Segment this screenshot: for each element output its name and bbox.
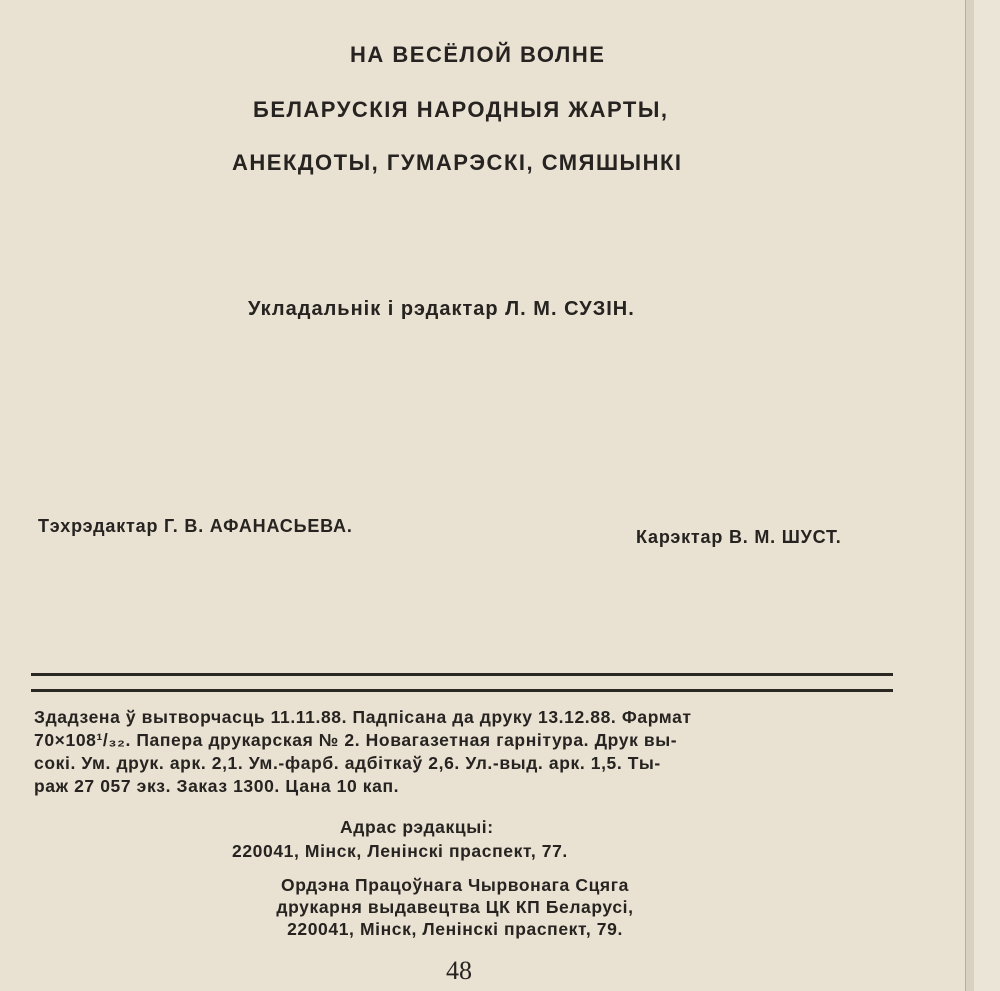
next-page-edge (974, 0, 1000, 991)
imprint-line: раж 27 057 экз. Заказ 1300. Цана 10 кап. (34, 776, 400, 796)
tech-editor-credit: Тэхрэдактар Г. В. АФАНАСЬЕВА. (38, 516, 353, 536)
imprint-line: сокі. Ум. друк. арк. 2,1. Ум.-фарб. адбіткаў 2,6. Ул.-выд. арк. 1,5. Ты- (34, 753, 661, 773)
divider-rule-top (31, 673, 893, 676)
editorial-address-title: Адрас рэдакцыі: (340, 817, 494, 837)
imprint-line: 70×108¹/₃₂. Папера друкарская № 2. Новагазетная гарнітура. Друк вы- (34, 730, 678, 750)
subtitle-line-1: БЕЛАРУСКІЯ НАРОДНЫЯ ЖАРТЫ, (253, 97, 669, 122)
printer-line: Ордэна Працоўнага Чырвонага Сцяга (281, 875, 629, 895)
editorial-address: 220041, Мінск, Ленінскі праспект, 77. (232, 841, 568, 861)
printer-info (215, 874, 695, 940)
subtitle-line-2: АНЕКДОТЫ, ГУМАРЭСКІ, СМЯШЫНКІ (232, 150, 683, 175)
imprint-line: Здадзена ў вытворчасць 11.11.88. Падпісана да друку 13.12.88. Фармат (34, 707, 692, 727)
divider-rule-bottom (31, 689, 893, 692)
imprint-block (34, 706, 894, 798)
corrector-credit: Карэктар В. М. ШУСТ. (636, 527, 842, 547)
page-number: 48 (446, 956, 472, 985)
book-title: НА ВЕСЁЛОЙ ВОЛНЕ (350, 42, 606, 67)
page-edge (965, 0, 1000, 991)
compiler-credit: Укладальнік і рэдактар Л. М. СУЗІН. (248, 298, 635, 320)
printer-line: друкарня выдавецтва ЦК КП Беларусі, (276, 897, 634, 917)
printer-line: 220041, Мінск, Ленінскі праспект, 79. (287, 919, 623, 939)
